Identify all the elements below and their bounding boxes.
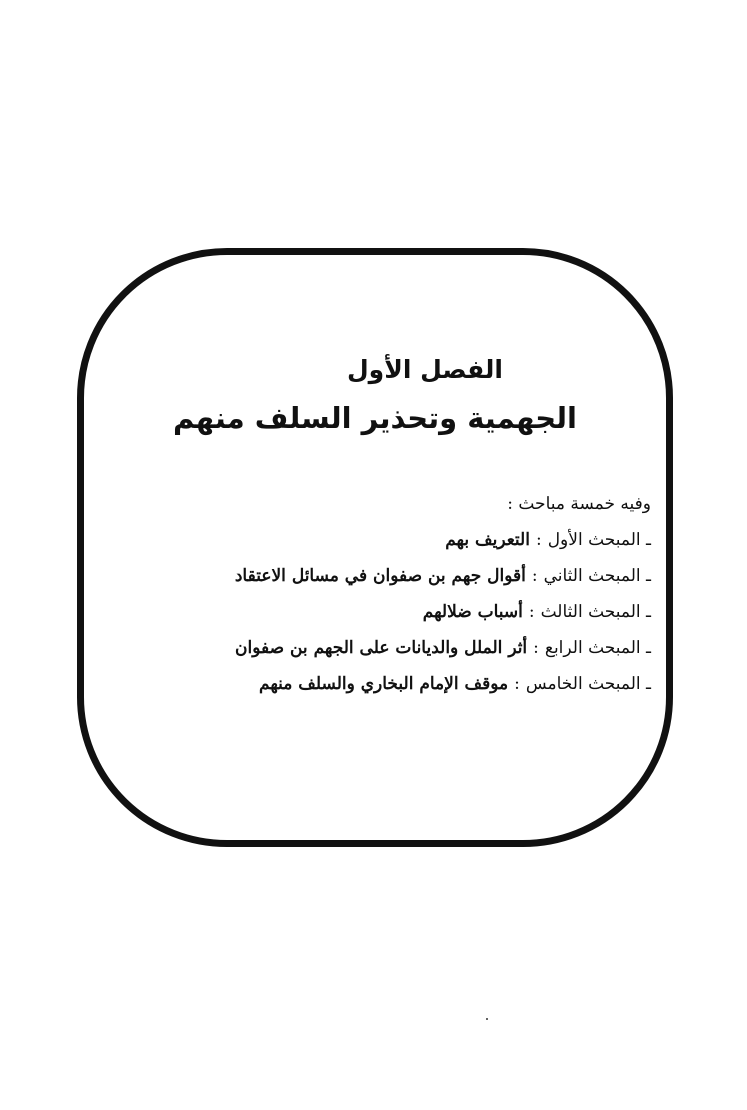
chapter-heading (120, 350, 630, 440)
section-label: ـ المبحث الخامس (525, 674, 651, 694)
section-label: ـ المبحث الأول (547, 530, 651, 550)
list-item (181, 630, 651, 666)
section-topic: أقوال جهم بن صفوان في مسائل الاعتقاد (234, 566, 526, 586)
scan-speck (486, 1018, 488, 1020)
section-separator: : (514, 674, 520, 694)
section-separator: : (533, 638, 539, 658)
section-list-intro: وفيه خمسة مباحث : (507, 494, 651, 514)
section-topic: أسباب ضلالهم (422, 602, 523, 622)
chapter-title: الفصل الأول (346, 355, 504, 384)
list-item (181, 522, 651, 558)
list-item (181, 594, 651, 630)
section-separator: : (531, 566, 538, 586)
section-topic: موقف الإمام البخاري والسلف منهم (259, 674, 509, 694)
section-separator: : (528, 602, 535, 622)
section-list (181, 486, 651, 702)
section-separator: : (535, 530, 542, 550)
section-topic: أثر الملل والديانات على الجهم بن صفوان (235, 638, 528, 658)
section-label: ـ المبحث الثالث (540, 602, 651, 622)
list-item (181, 666, 651, 702)
chapter-subtitle: الجهمية وتحذير السلف منهم (173, 401, 577, 435)
section-topic: التعريف بهم (445, 530, 530, 550)
section-label: ـ المبحث الرابع (544, 638, 651, 658)
list-item (181, 558, 651, 594)
section-label: ـ المبحث الثاني (543, 566, 651, 586)
